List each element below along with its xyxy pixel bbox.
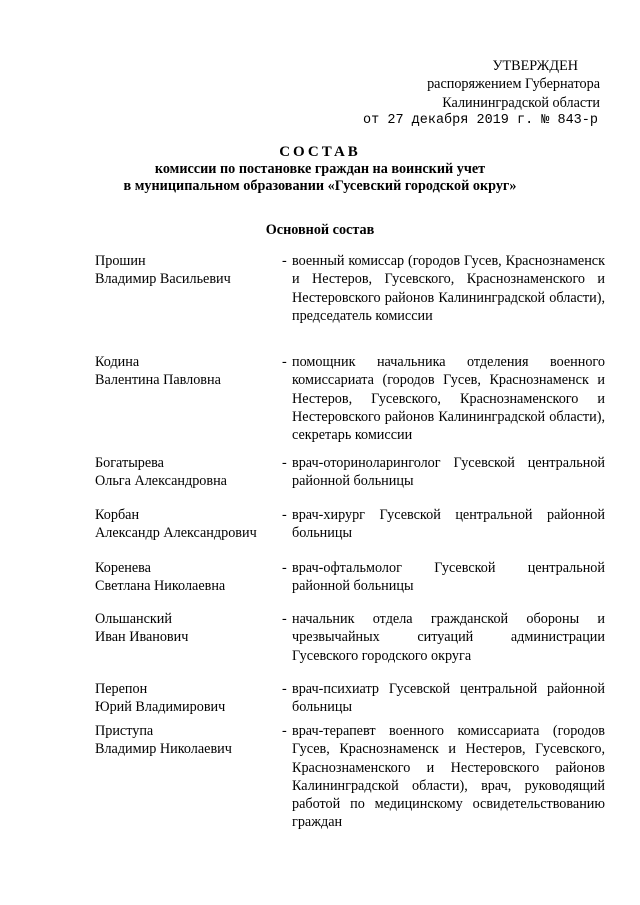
member-role: врач-офтальмолог Гусевской центральной районной больницы [292,560,605,595]
member-surname: Перепон [95,681,148,697]
member-given-names: Валентина Павловна [95,372,221,389]
member-surname: Коренева [95,560,151,576]
member-row [95,722,605,832]
member-row [95,680,605,717]
member-given-names: Иван Иванович [95,629,189,646]
member-given-names: Александр Александрович [95,525,257,542]
approval-title: УТВЕРЖДЕН [492,58,578,74]
dash-separator: - [282,611,287,627]
approval-line-2: Калининградской области [442,94,600,111]
member-given-names: Владимир Васильевич [95,271,231,288]
dash-separator: - [282,253,287,269]
member-row [95,454,605,491]
member-surname: Ольшанский [95,611,172,627]
dash-separator: - [282,681,287,697]
document-heading [100,143,540,195]
member-name [95,680,282,717]
member-name [95,454,282,491]
member-given-names: Ольга Александровна [95,473,227,490]
member-name [95,252,282,325]
member-role: врач-психиатр Гусевской центральной районной больницы [292,681,605,716]
approval-block [330,57,600,130]
member-surname: Корбан [95,507,140,523]
member-surname: Богатырева [95,455,164,471]
member-role: помощник начальника отделения военного комиссариата (городов Гусев, Краснознаменск и Нестеров, Гусевского, Краснознаменского и Нестеровского районов Калининградской области), секретарь комиссии [292,354,605,444]
member-name [95,353,282,444]
member-row [95,252,605,325]
member-role: врач-хирург Гусевской центральной районной больницы [292,507,605,542]
member-role: военный комиссар (городов Гусев, Краснознаменск и Нестеров, Гусевского, Краснознаменского и Нестеровского районов Калининградской области), председатель комиссии [292,253,605,324]
member-name [95,506,282,543]
member-name [95,722,282,832]
dash-separator: - [282,507,287,523]
member-surname: Прошин [95,253,146,269]
member-row [95,559,605,596]
dash-separator: - [282,723,287,739]
member-role: начальник отдела гражданской обороны и чрезвычайных ситуаций администрации Гусевского городского округа [292,611,605,664]
member-row [95,353,605,444]
dash-separator: - [282,560,287,576]
member-given-names: Светлана Николаевна [95,578,226,595]
heading-subtitle-2: в муниципальном образовании «Гусевский городской округ» [123,178,517,195]
member-row [95,610,605,665]
member-name [95,559,282,596]
member-role: врач-терапевт военного комиссариата (городов Гусев, Краснознаменск и Нестеров, Гусевского, Краснознаменского и Нестеровского районов Калининградской области), врач, руководящий работой по медицинскому освидетельствованию граждан [292,723,605,831]
member-given-names: Юрий Владимирович [95,699,226,716]
member-row [95,506,605,543]
member-name [95,610,282,665]
member-role: врач-оториноларинголог Гусевской центральной районной больницы [292,455,605,490]
section-title: Основной состав [265,222,375,238]
heading-subtitle-1: комиссии по постановке граждан на воинский учет [154,161,486,178]
dash-separator: - [282,455,287,471]
member-surname: Кодина [95,354,140,370]
member-surname: Приступа [95,723,154,739]
approval-date-line: от 27 декабря 2019 г. № 843-р [363,112,598,128]
approval-line-1: распоряжением Губернатора [427,76,600,93]
heading-title: СОСТАВ [279,144,361,160]
dash-separator: - [282,354,287,370]
member-given-names: Владимир Николаевич [95,741,232,758]
